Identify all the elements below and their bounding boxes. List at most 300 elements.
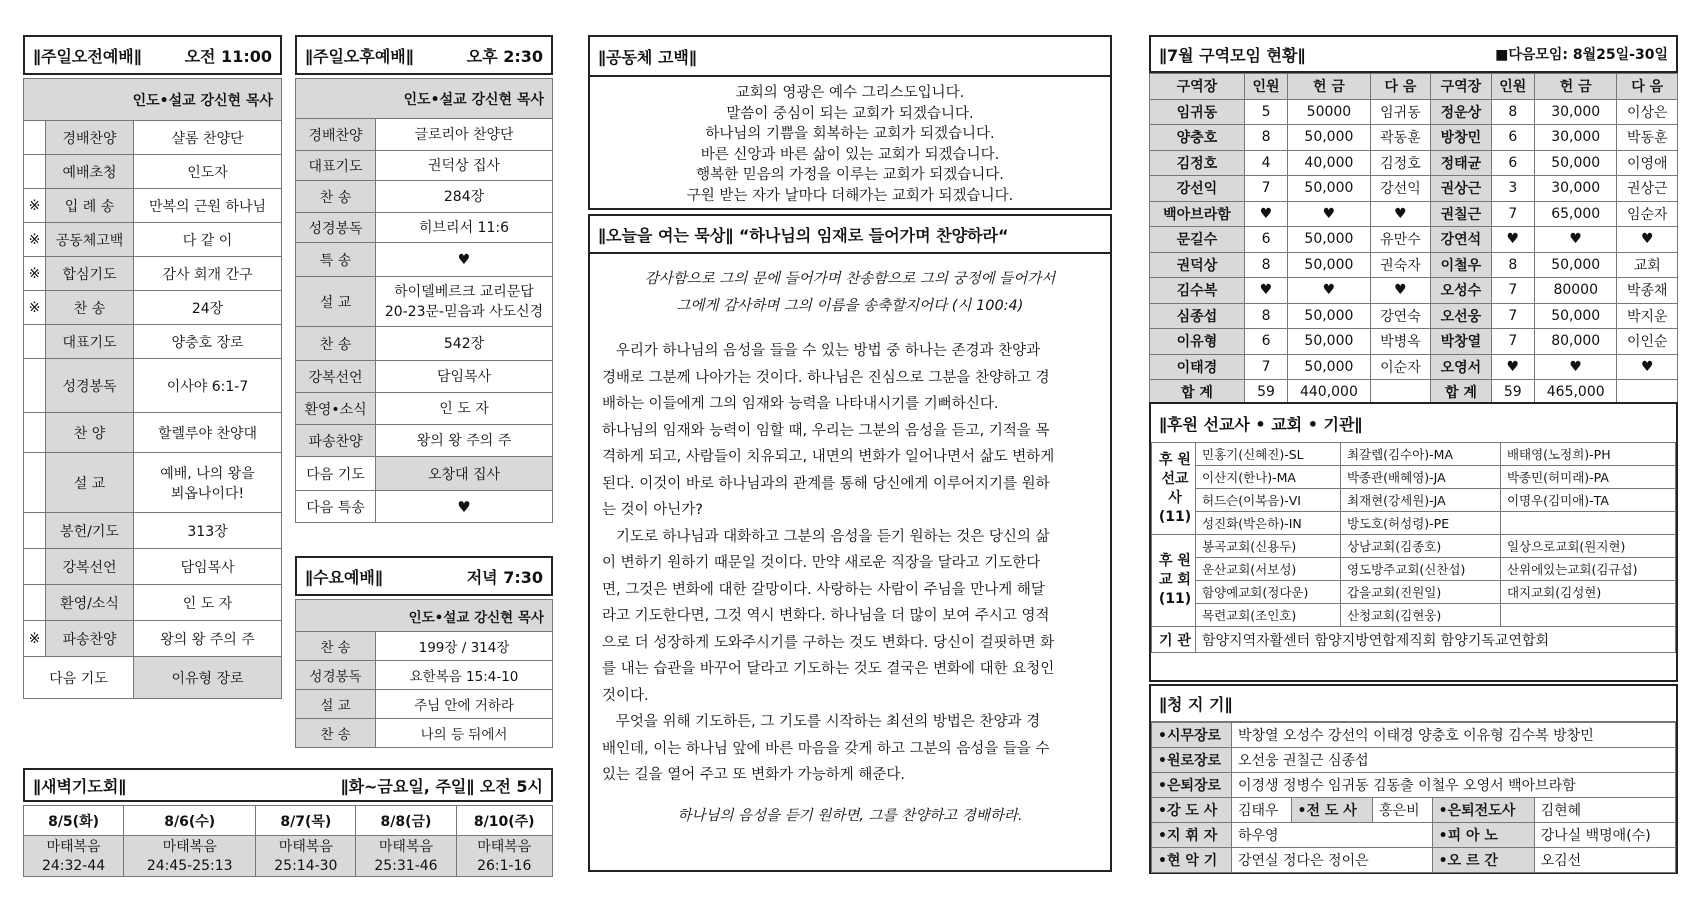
church-label <box>1152 535 1196 627</box>
district-cell: 이유형 <box>1150 329 1245 355</box>
morning-next-value: 이유형 장로 <box>134 657 282 699</box>
meditation-closing: 하나님의 음성을 듣기 원하면, 그를 찬양하고 경배하라. <box>677 807 1023 824</box>
officer-label-strings: •현 악 기 <box>1152 848 1232 873</box>
afternoon-row-label: 찬 송 <box>296 181 376 213</box>
morning-row-value: 인 도 자 <box>134 585 282 621</box>
church-label-line: 후 원 <box>1159 553 1191 569</box>
missionary-cell: 배태영(노정희)-PH <box>1500 443 1675 466</box>
district-cell: ♥ <box>1617 354 1678 380</box>
required-mark: ※ <box>24 291 46 325</box>
missionary-label-line: 선교사 <box>1161 470 1189 506</box>
dawn-prayer-table <box>23 805 553 877</box>
morning-row-value: 양충호 장로 <box>134 325 282 359</box>
meditation-line: 배하는 이들에게 그의 임재와 능력을 나타내시기를 기뻐하신다. <box>602 396 999 412</box>
district-cell: 80,000 <box>1534 329 1617 355</box>
district-cell: 50,000 <box>1534 303 1617 329</box>
district-cell: 강연석 <box>1431 227 1491 253</box>
afternoon-row-label: 강복선언 <box>296 361 376 393</box>
missionary-row <box>1152 512 1676 535</box>
district-cell: ♥ <box>1617 227 1678 253</box>
afternoon-row-value: 왕의 왕 주의 주 <box>376 425 553 457</box>
district-cell: 40,000 <box>1288 150 1371 176</box>
district-cell: 유만수 <box>1370 227 1430 253</box>
district-cell: 김정호 <box>1150 150 1245 176</box>
church-cell <box>1500 604 1675 627</box>
district-row <box>1150 252 1678 278</box>
afternoon-service-table <box>295 78 553 523</box>
required-mark: ※ <box>24 223 46 257</box>
meditation-line: 라고 기도한다면, 그것 역시 변화다. 하나님을 더 많이 보여 주시고 영적 <box>602 608 1050 624</box>
confession-header <box>590 37 1110 77</box>
meditation-line: 무엇을 위해 기도하든, 그 기도를 시작하는 최선의 방법은 찬양과 경 <box>602 714 1041 730</box>
confession-panel <box>588 35 1112 210</box>
district-row <box>1150 329 1678 355</box>
district-cell: 임귀동 <box>1150 99 1245 125</box>
morning-row-label: 입 례 송 <box>46 189 134 223</box>
afternoon-row-label: 찬 송 <box>296 327 376 361</box>
afternoon-row-label: 특 송 <box>296 243 376 277</box>
officer-value-evangelist-f: 홍은비 <box>1373 798 1433 823</box>
required-mark <box>24 155 46 189</box>
afternoon-row-label: 환영•소식 <box>296 393 376 425</box>
district-cell: 8 <box>1491 99 1534 125</box>
district-cell: 권숙자 <box>1370 252 1430 278</box>
morning-service-time: 오전 11:00 <box>184 46 272 66</box>
morning-row-label: 찬 송 <box>46 291 134 325</box>
district-cell: 박병옥 <box>1370 329 1430 355</box>
required-mark: ※ <box>24 621 46 657</box>
district-header-cell: 구역장 <box>1150 74 1245 100</box>
district-cell: 곽동훈 <box>1370 125 1430 151</box>
meditation-line: 된다. 이것이 바로 하나님과의 관계를 통해 당신에게 이루어지기를 원하 <box>602 475 1050 492</box>
district-row <box>1150 278 1678 304</box>
morning-service-table <box>23 78 282 699</box>
church-row <box>1152 581 1676 604</box>
district-header-cell: 인원 <box>1491 74 1534 100</box>
afternoon-row-label: 파송찬양 <box>296 425 376 457</box>
confession-line: 교회의 영광은 예수 그리스도입니다. <box>735 85 965 101</box>
morning-row <box>24 621 282 657</box>
church-cell: 상남교회(김종호) <box>1340 535 1500 558</box>
officer-row-value: 이경생 정병수 임귀동 김동출 이철우 오영서 백아브라함 <box>1232 773 1676 798</box>
district-cell: ♥ <box>1534 354 1617 380</box>
afternoon-row-label: 대표기도 <box>296 151 376 181</box>
morning-row-value: 24장 <box>134 291 282 325</box>
meditation-body <box>588 252 1112 872</box>
district-cell: 50,000 <box>1534 252 1617 278</box>
meditation-line: 배인데, 이는 하나님 앞에 바른 마음을 갖게 하고 그분의 음성을 들을 수 <box>602 740 1050 757</box>
district-cell: 5 <box>1244 99 1287 125</box>
wednesday-row-label: 찬 송 <box>296 719 376 748</box>
district-cell: 오선웅 <box>1431 303 1491 329</box>
wednesday-service-title: ∥수요예배∥ <box>305 567 383 587</box>
meditation-text <box>590 338 1110 789</box>
district-cell: 방창민 <box>1431 125 1491 151</box>
district-cell: 4 <box>1244 150 1287 176</box>
district-cell: 6 <box>1244 329 1287 355</box>
officer-value-retired-evangelist: 김현혜 <box>1534 798 1675 823</box>
district-next-meeting: ■다음모임: 8월25일-30일 <box>1495 47 1668 63</box>
morning-row <box>24 513 282 549</box>
afternoon-row-value: 542장 <box>376 327 553 361</box>
afternoon-service-title: ∥주일오후예배∥ <box>305 46 414 66</box>
morning-row-label: 강복선언 <box>46 549 134 585</box>
morning-row <box>24 121 282 155</box>
district-cell: 심종섭 <box>1150 303 1245 329</box>
wednesday-row <box>296 719 553 748</box>
morning-row-value: 담임목사 <box>134 549 282 585</box>
morning-row-value: 이사야 6:1-7 <box>134 359 282 413</box>
morning-service-panel <box>23 35 282 699</box>
meditation-verse <box>590 252 1110 320</box>
afternoon-row-value: 인 도 자 <box>376 393 553 425</box>
dawn-book: 마태복음 <box>24 836 124 857</box>
morning-row <box>24 223 282 257</box>
dawn-prayer-schedule: ∥화~금요일, 주일∥ 오전 5시 <box>340 776 543 796</box>
district-header-cell: 구역장 <box>1431 74 1491 100</box>
afternoon-next-special-value: ♥ <box>376 491 553 523</box>
district-cell: 정운상 <box>1431 99 1491 125</box>
officer-label-evangelist-f: •전 도 사 <box>1291 798 1373 823</box>
district-cell: 6 <box>1244 227 1287 253</box>
district-cell: 권상근 <box>1617 176 1678 202</box>
morning-row <box>24 413 282 453</box>
district-header-cell: 다 음 <box>1370 74 1430 100</box>
afternoon-service-time: 오후 2:30 <box>466 46 543 66</box>
dawn-date: 8/5(화) <box>24 806 124 836</box>
district-header-cell: 헌 금 <box>1534 74 1617 100</box>
afternoon-row <box>296 277 553 327</box>
wednesday-service-header <box>295 556 553 596</box>
district-header-cell: 헌 금 <box>1288 74 1371 100</box>
officer-value-organ: 오김선 <box>1534 848 1675 873</box>
morning-service-title: ∥주일오전예배∥ <box>33 46 142 66</box>
district-cell: 이상은 <box>1617 99 1678 125</box>
district-cell: 박종채 <box>1617 278 1678 304</box>
district-cell: 김정호 <box>1370 150 1430 176</box>
support-table <box>1151 442 1676 653</box>
district-header-cell: 다 음 <box>1617 74 1678 100</box>
meditation-line: 격하게 되고, 사람들이 치유되고, 내면의 변화가 일어나면서 삶도 변하게 <box>602 449 1055 465</box>
afternoon-service-panel <box>295 35 553 523</box>
church-row <box>1152 604 1676 627</box>
morning-row-label: 봉헌/기도 <box>46 513 134 549</box>
church-cell: 영도방주교회(신찬섭) <box>1340 558 1500 581</box>
dawn-verse: 24:45-25:13 <box>124 856 256 876</box>
afternoon-row <box>296 425 553 457</box>
afternoon-officiant: 인도•설교 강신현 목사 <box>296 79 553 119</box>
afternoon-row-value: 히브리서 11:6 <box>376 213 553 243</box>
missionary-row <box>1152 466 1676 489</box>
district-table <box>1149 73 1678 406</box>
afternoon-row <box>296 181 553 213</box>
district-cell: 오영서 <box>1431 354 1491 380</box>
district-header-cell: 인원 <box>1244 74 1287 100</box>
morning-row-label: 공동체고백 <box>46 223 134 257</box>
required-mark <box>24 549 46 585</box>
morning-next-label: 다음 기도 <box>24 657 134 699</box>
district-cell: 박창열 <box>1431 329 1491 355</box>
required-mark <box>24 325 46 359</box>
confession-line: 바른 신앙과 바른 삶이 있는 교회가 되겠습니다. <box>700 146 1000 163</box>
church-label-line: (11) <box>1158 591 1192 607</box>
church-cell: 산청교회(김현웅) <box>1340 604 1500 627</box>
morning-row-label: 경배찬양 <box>46 121 134 155</box>
afternoon-row-value: 권덕상 집사 <box>376 151 553 181</box>
dawn-verse: 25:31-46 <box>356 856 456 876</box>
district-cell: 이영애 <box>1617 150 1678 176</box>
wednesday-officiant: 인도•설교 강신현 목사 <box>296 600 553 632</box>
district-cell: 7 <box>1244 354 1287 380</box>
district-cell: ♥ <box>1244 278 1287 304</box>
church-cell: 일상으로교회(원지현) <box>1500 535 1675 558</box>
afternoon-row-label: 성경봉독 <box>296 213 376 243</box>
afternoon-row <box>296 393 553 425</box>
morning-row-label: 환영/소식 <box>46 585 134 621</box>
district-cell: 권덕상 <box>1150 252 1245 278</box>
afternoon-row <box>296 243 553 277</box>
district-cell: ♥ <box>1534 227 1617 253</box>
missionary-label <box>1152 443 1196 535</box>
officers-panel <box>1149 684 1678 874</box>
morning-row-label: 성경봉독 <box>46 359 134 413</box>
afternoon-service-header <box>295 35 553 75</box>
meditation-line: 면, 그것은 변화에 대한 갈망이다. 사랑하는 사람이 주님을 만나게 해달 <box>602 581 1045 598</box>
district-cell: 합 계 <box>1150 380 1245 406</box>
district-cell: 이태경 <box>1150 354 1245 380</box>
meditation-line: 는 것이 아닌가? <box>602 502 703 518</box>
meditation-line: 있는 길을 열어 주고 또 변화가 가능하게 해준다. <box>602 767 906 783</box>
required-mark <box>24 121 46 155</box>
district-row <box>1150 227 1678 253</box>
officer-row-value: 오선웅 권칠근 심종섭 <box>1232 748 1676 773</box>
district-cell: 교회 <box>1617 252 1678 278</box>
support-header <box>1151 404 1676 442</box>
officers-header <box>1151 686 1676 722</box>
officer-row-label: •은퇴장로 <box>1152 773 1232 798</box>
missionary-row <box>1152 443 1676 466</box>
district-cell: 50,000 <box>1534 150 1617 176</box>
wednesday-row <box>296 632 553 661</box>
district-cell: 8 <box>1491 252 1534 278</box>
church-label-line: 교 회 <box>1159 572 1191 588</box>
district-panel <box>1149 35 1678 406</box>
wednesday-row-value: 나의 등 뒤에서 <box>376 719 553 748</box>
wednesday-row-label: 찬 송 <box>296 632 376 661</box>
missionary-cell: 박종민(허미래)-PA <box>1500 466 1675 489</box>
district-cell: 권칠근 <box>1431 201 1491 227</box>
district-cell: 3 <box>1491 176 1534 202</box>
district-cell: 50,000 <box>1288 354 1371 380</box>
district-cell: 8 <box>1244 252 1287 278</box>
district-cell: 465,000 <box>1534 380 1617 406</box>
wednesday-row-label: 설 교 <box>296 690 376 719</box>
church-cell: 봉곡교회(신용두) <box>1196 535 1341 558</box>
district-row <box>1150 354 1678 380</box>
dawn-date: 8/6(수) <box>124 806 256 836</box>
officer-label-organ: •오 르 간 <box>1432 848 1534 873</box>
district-cell: 양충호 <box>1150 125 1245 151</box>
afternoon-row-value: 284장 <box>376 181 553 213</box>
morning-row <box>24 549 282 585</box>
officer-row <box>1152 748 1676 773</box>
district-cell: 이철우 <box>1431 252 1491 278</box>
district-cell: ♥ <box>1491 354 1534 380</box>
officer-label-evangelist-m: •강 도 사 <box>1152 798 1232 823</box>
meditation-line: 우리가 하나님의 음성을 들을 수 있는 방법 중 하나는 존경과 찬양과 <box>602 343 1041 359</box>
morning-row <box>24 257 282 291</box>
district-cell: 강연숙 <box>1370 303 1430 329</box>
district-row <box>1150 303 1678 329</box>
dawn-book: 마태복음 <box>456 836 553 857</box>
support-org-label: 기 관 <box>1152 627 1196 653</box>
meditation-line: 이 변하기 원하기 때문일 것이다. 만약 새로운 직장을 달라고 기도한다 <box>602 555 1041 571</box>
afternoon-row <box>296 119 553 151</box>
district-cell: 50,000 <box>1288 252 1371 278</box>
district-row <box>1150 125 1678 151</box>
morning-officiant: 인도•설교 강신현 목사 <box>24 79 282 121</box>
officer-value-strings: 강연실 정다은 정이은 <box>1232 848 1433 873</box>
district-cell: ♥ <box>1288 201 1371 227</box>
afternoon-row <box>296 151 553 181</box>
district-title: ∥7월 구역모임 현황∥ <box>1159 45 1306 65</box>
district-cell: ♥ <box>1288 278 1371 304</box>
district-cell: 강선익 <box>1150 176 1245 202</box>
meditation-line: 기도로 하나님과 대화하고 그분의 음성을 듣기 원하는 것은 당신의 삶 <box>602 528 1050 545</box>
meditation-header <box>588 214 1112 254</box>
district-cell: 8 <box>1244 125 1287 151</box>
district-row <box>1150 150 1678 176</box>
district-cell: 7 <box>1244 176 1287 202</box>
district-row <box>1150 176 1678 202</box>
afternoon-row <box>296 327 553 361</box>
officer-row <box>1152 723 1676 748</box>
district-cell: 백아브라함 <box>1150 201 1245 227</box>
district-cell: ♥ <box>1491 227 1534 253</box>
missionary-cell: 방도호(허성령)-PE <box>1340 512 1500 535</box>
dawn-book: 마태복음 <box>124 836 256 857</box>
meditation-line: 으로 더 성장하게 도와주시기를 구하는 것도 변화다. 당신이 걸핏하면 화 <box>602 634 1055 651</box>
district-cell: 50,000 <box>1288 329 1371 355</box>
district-cell: 박동훈 <box>1617 125 1678 151</box>
missionary-cell: 박종관(배혜영)-JA <box>1340 466 1500 489</box>
district-cell: 권상근 <box>1431 176 1491 202</box>
wednesday-service-time: 저녁 7:30 <box>466 567 543 587</box>
required-mark <box>24 453 46 513</box>
support-panel <box>1149 402 1678 682</box>
wednesday-row-value: 199장 / 314장 <box>376 632 553 661</box>
required-mark <box>24 359 46 413</box>
wednesday-row <box>296 690 553 719</box>
morning-row-label: 합심기도 <box>46 257 134 291</box>
morning-row-value: 만복의 근원 하나님 <box>134 189 282 223</box>
wednesday-row <box>296 661 553 690</box>
dawn-date: 8/10(주) <box>456 806 553 836</box>
wednesday-row-label: 성경봉독 <box>296 661 376 690</box>
morning-row-value: 할렐루야 찬양대 <box>134 413 282 453</box>
afternoon-row-label: 설 교 <box>296 277 376 327</box>
district-cell: 7 <box>1491 303 1534 329</box>
afternoon-row-value: 하이델베르크 교리문답 20-23문-믿음과 사도신경 <box>376 277 553 327</box>
district-cell: 50,000 <box>1288 303 1371 329</box>
district-cell: 6 <box>1491 150 1534 176</box>
wednesday-service-table <box>295 599 553 748</box>
district-cell: 50,000 <box>1288 176 1371 202</box>
dawn-verse: 26:1-16 <box>456 856 553 876</box>
morning-row-value: 샬롬 찬양단 <box>134 121 282 155</box>
morning-row-value: 왕의 왕 주의 주 <box>134 621 282 657</box>
dawn-verse: 24:32-44 <box>24 856 124 876</box>
district-row <box>1150 201 1678 227</box>
meditation-line: 하나님의 임재와 능력이 임할 때, 우리는 그분의 음성을 듣고, 기적을 목 <box>602 422 1050 439</box>
district-cell: 문길수 <box>1150 227 1245 253</box>
district-cell: 합 계 <box>1431 380 1491 406</box>
officers-table <box>1151 722 1676 873</box>
dawn-verse: 25:14-30 <box>256 856 356 876</box>
afternoon-next-prayer-label: 다음 기도 <box>296 457 376 491</box>
dawn-prayer-header <box>23 768 553 802</box>
morning-row-label: 찬 양 <box>46 413 134 453</box>
morning-row <box>24 585 282 621</box>
missionary-label-line: (11) <box>1158 508 1192 525</box>
officer-value-piano: 강나실 백명애(수) <box>1534 823 1675 848</box>
district-cell: 30,000 <box>1534 125 1617 151</box>
district-cell: 65,000 <box>1534 201 1617 227</box>
church-row <box>1152 558 1676 581</box>
morning-row-value: 313장 <box>134 513 282 549</box>
district-cell: ♥ <box>1244 201 1287 227</box>
confession-line: 구원 받는 자가 날마다 더해가는 교회가 되겠습니다. <box>686 187 1014 204</box>
district-cell: 6 <box>1491 125 1534 151</box>
church-cell: 함양예교회(정다운) <box>1196 581 1341 604</box>
district-cell: 7 <box>1491 329 1534 355</box>
church-cell: 목련교회(조인호) <box>1196 604 1341 627</box>
morning-row <box>24 359 282 413</box>
required-mark <box>24 585 46 621</box>
support-orgs: 함양지역자활센터 함양지방연합제직회 함양기독교연합회 <box>1196 627 1676 653</box>
afternoon-row <box>296 361 553 393</box>
church-row <box>1152 535 1676 558</box>
morning-row-label: 파송찬양 <box>46 621 134 657</box>
district-cell: 8 <box>1244 303 1287 329</box>
confession-line: 말씀이 중심이 되는 교회가 되겠습니다. <box>726 105 974 122</box>
district-cell: 7 <box>1491 278 1534 304</box>
district-cell: 30,000 <box>1534 99 1617 125</box>
morning-row-value: 다 같 이 <box>134 223 282 257</box>
district-cell: 박지운 <box>1617 303 1678 329</box>
wednesday-service-panel <box>295 556 553 748</box>
missionary-cell: 민홍기(신혜진)-SL <box>1196 443 1341 466</box>
church-cell: 산위에있는교회(김규섭) <box>1500 558 1675 581</box>
district-cell: 80000 <box>1534 278 1617 304</box>
missionary-cell: 성진화(박은하)-IN <box>1196 512 1341 535</box>
officers-title: ∥청 지 기∥ <box>1159 695 1233 714</box>
district-cell: 강선익 <box>1370 176 1430 202</box>
afternoon-row-value: 글로리아 찬양단 <box>376 119 553 151</box>
missionary-cell: 이산지(한나)-MA <box>1196 466 1341 489</box>
officer-label-piano: •피 아 노 <box>1432 823 1534 848</box>
missionary-label-line: 후 원 <box>1159 451 1191 468</box>
officer-row-label: •시무장로 <box>1152 723 1232 748</box>
missionary-cell <box>1500 512 1675 535</box>
district-header <box>1149 35 1678 73</box>
church-cell: 운산교회(서보성) <box>1196 558 1341 581</box>
morning-row <box>24 453 282 513</box>
officer-row-label: •원로장로 <box>1152 748 1232 773</box>
afternoon-row-value: 담임목사 <box>376 361 553 393</box>
morning-row <box>24 325 282 359</box>
confession-text <box>590 77 1110 206</box>
